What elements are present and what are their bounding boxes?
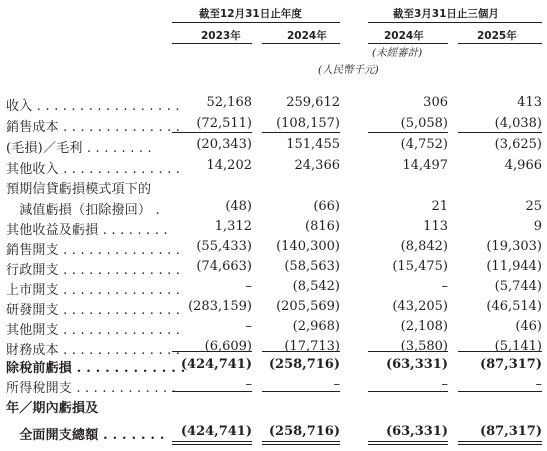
row-label-text: 上市開支 xyxy=(6,283,59,298)
row-value: (4,752) xyxy=(400,137,448,152)
header-group-quarter-rule xyxy=(368,22,542,23)
row-value: (43,205) xyxy=(392,299,448,314)
header-year-2025-quarter-rule xyxy=(458,43,542,44)
row-label-text: 財務成本 xyxy=(6,343,59,358)
row-label xyxy=(6,424,165,443)
row-leader-dots: . . . . . . . . . . . . . . xyxy=(58,120,181,135)
row-value: 4,966 xyxy=(504,158,542,173)
row-label xyxy=(6,178,151,197)
row-value: (2,968) xyxy=(292,319,340,334)
row-value: – xyxy=(245,279,252,294)
row-label xyxy=(6,219,168,238)
row-value: 113 xyxy=(423,219,448,234)
row-value: (5,141) xyxy=(494,339,542,354)
row-value: (4,038) xyxy=(494,116,542,131)
rule-after-income-tax xyxy=(368,391,448,392)
row-label-text: 銷售成本 xyxy=(6,120,59,135)
rule-after-finance-costs xyxy=(458,351,542,352)
row-label-text: 所得稅開支 xyxy=(6,381,73,396)
row-value: (63,331) xyxy=(385,424,448,439)
row-label-text: 全面開支總額 xyxy=(6,428,99,443)
row-label xyxy=(6,357,185,376)
unaudited-note: (未經審計) xyxy=(372,47,423,59)
row-value: – xyxy=(245,319,252,334)
rule-after-income-tax xyxy=(458,391,542,392)
rule-after-cost-of-sales xyxy=(458,132,542,133)
unit-note: (人民幣千元) xyxy=(318,64,379,76)
row-value: 1,312 xyxy=(214,219,252,234)
row-value: (3,580) xyxy=(400,339,448,354)
row-value: 306 xyxy=(423,95,448,110)
row-value: 14,202 xyxy=(206,158,252,173)
header-year-2025-quarter: 2025年 xyxy=(477,30,517,42)
row-value: 21 xyxy=(431,199,448,214)
row-leader-dots: . . . . . . . . . . . . xyxy=(72,381,176,396)
row-value: (58,563) xyxy=(284,259,340,274)
row-leader-dots: . . . . . . . . xyxy=(98,223,168,238)
header-year-2023-rule xyxy=(172,43,252,44)
header-group-annual-rule xyxy=(172,22,340,23)
header-group-annual: 截至12月31日止年度 xyxy=(199,8,302,20)
row-value: (72,511) xyxy=(196,116,252,131)
row-value: (6,609) xyxy=(204,339,252,354)
row-label-text: 行政開支 xyxy=(6,263,59,278)
rule-after-income-tax xyxy=(262,391,340,392)
row-value: 24,366 xyxy=(294,158,340,173)
row-label xyxy=(6,158,180,177)
row-value: (5,744) xyxy=(494,279,542,294)
row-leader-dots: . . . . . . . . xyxy=(82,141,152,156)
row-value: (258,716) xyxy=(268,357,340,372)
row-label-text: 減值虧損（扣除撥回） xyxy=(6,203,152,218)
row-value: (87,317) xyxy=(479,424,542,439)
double-rule-total xyxy=(172,441,252,445)
row-value: (205,569) xyxy=(276,299,340,314)
row-value: (8,542) xyxy=(292,279,340,294)
row-label xyxy=(6,116,180,135)
row-label xyxy=(6,259,180,278)
row-value: (5,058) xyxy=(400,116,448,131)
row-value: (87,317) xyxy=(479,357,542,372)
row-label xyxy=(6,199,160,218)
row-value: 9 xyxy=(533,219,542,234)
double-rule-total xyxy=(262,441,340,445)
row-value: (424,741) xyxy=(180,424,252,439)
row-value: (424,741) xyxy=(180,357,252,372)
row-value: (140,300) xyxy=(276,239,340,254)
row-value: (63,331) xyxy=(385,357,448,372)
row-value: – xyxy=(441,377,448,392)
row-label-text: 其他收入 xyxy=(6,162,59,177)
header-year-2024-quarter: 2024年 xyxy=(384,30,424,42)
row-value: (74,663) xyxy=(196,259,252,274)
rule-after-finance-costs xyxy=(368,351,448,352)
row-value: (19,303) xyxy=(486,239,542,254)
row-label-text: 研發開支 xyxy=(6,303,59,318)
row-label xyxy=(6,279,180,298)
row-label xyxy=(6,95,180,114)
row-value: (283,159) xyxy=(188,299,252,314)
row-value: – xyxy=(245,377,252,392)
row-value: (66) xyxy=(313,199,340,214)
row-leader-dots: . . . . . . . . . . . . . . xyxy=(58,303,181,318)
row-label xyxy=(6,339,180,358)
row-value: (816) xyxy=(305,219,340,234)
row-label-text: 收入 xyxy=(6,99,33,114)
row-value: 25 xyxy=(525,199,542,214)
row-label xyxy=(6,319,180,338)
row-label xyxy=(6,377,176,396)
double-rule-total xyxy=(368,441,448,445)
row-leader-dots: . . . . . . . . . . . . . . xyxy=(58,323,181,338)
row-value: (46) xyxy=(515,319,542,334)
rule-after-finance-costs xyxy=(172,351,252,352)
row-label xyxy=(6,397,98,416)
row-label xyxy=(6,239,180,258)
row-value: (46,514) xyxy=(486,299,542,314)
row-value: (11,944) xyxy=(486,259,542,274)
row-value: (2,108) xyxy=(400,319,448,334)
row-label-text: 年／期內虧損及 xyxy=(6,401,99,416)
row-leader-dots: . . . . . . . . . . . . . . xyxy=(58,162,181,177)
rule-after-finance-costs xyxy=(262,351,340,352)
double-rule-total xyxy=(458,441,542,445)
row-value: (258,716) xyxy=(268,424,340,439)
rule-after-cost-of-sales xyxy=(172,132,252,133)
row-leader-dots: . . . . . . . . . . . . . . xyxy=(58,243,181,258)
row-value: (48) xyxy=(225,199,252,214)
header-year-2024-quarter-rule xyxy=(368,43,448,44)
row-label-text: 除稅前虧損 xyxy=(6,361,73,376)
row-value: 259,612 xyxy=(286,95,340,110)
row-value: (55,433) xyxy=(196,239,252,254)
row-label-text: 銷售開支 xyxy=(6,243,59,258)
row-label-text: 其他收益及虧損 xyxy=(6,223,99,238)
row-value: (8,842) xyxy=(400,239,448,254)
header-year-2023: 2023年 xyxy=(201,30,241,42)
row-leader-dots: . . . . . . . . . . . . xyxy=(72,361,186,376)
row-value: – xyxy=(441,279,448,294)
row-value: (3,625) xyxy=(494,137,542,152)
row-label-text: (毛損)／毛利 xyxy=(6,141,83,156)
row-leader-dots: . xyxy=(151,203,160,218)
rule-after-cost-of-sales xyxy=(368,132,448,133)
row-leader-dots: . . . . . . . . . . . . . . . . . xyxy=(32,99,180,114)
row-value: (17,713) xyxy=(284,339,340,354)
row-value: (20,343) xyxy=(196,137,252,152)
row-value: – xyxy=(333,377,340,392)
row-leader-dots: . . . . . . . xyxy=(98,428,165,443)
row-leader-dots: . . . . . . . . . . . . . . xyxy=(58,283,181,298)
row-value: 413 xyxy=(517,95,542,110)
row-label xyxy=(6,299,180,318)
header-year-2024-annual-rule xyxy=(262,43,340,44)
row-label xyxy=(6,137,152,156)
header-group-quarter: 截至3月31日止三個月 xyxy=(393,8,499,20)
row-label-text: 預期信貸虧損模式項下的 xyxy=(6,182,152,197)
row-leader-dots: . . . . . . . . . . . . . . xyxy=(58,343,181,358)
row-value: 52,168 xyxy=(206,95,252,110)
row-value: 14,497 xyxy=(402,158,448,173)
row-label-text: 其他開支 xyxy=(6,323,59,338)
row-value: (15,475) xyxy=(392,259,448,274)
row-value: – xyxy=(535,377,542,392)
rule-after-income-tax xyxy=(172,391,252,392)
row-value: (108,157) xyxy=(276,116,340,131)
header-year-2024-annual: 2024年 xyxy=(287,30,327,42)
rule-after-cost-of-sales xyxy=(262,132,340,133)
row-value: 151,455 xyxy=(286,137,340,152)
row-leader-dots: . . . . . . . . . . . . . . xyxy=(58,263,181,278)
